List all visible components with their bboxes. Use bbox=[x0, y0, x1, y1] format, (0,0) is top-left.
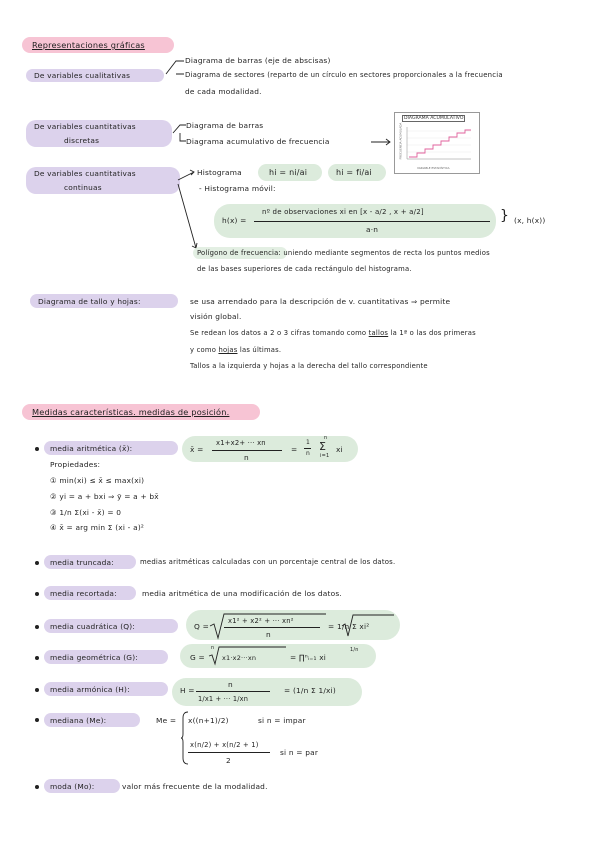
tallo-label: Diagrama de tallo y hojas: bbox=[38, 297, 141, 306]
formula-hi-fi: hi = fi/ai bbox=[336, 168, 372, 177]
discretas-item1: Diagrama de barras bbox=[186, 121, 264, 130]
sum-bottom: i=1 bbox=[320, 453, 330, 459]
thumb-title: DIAGRAMA ACUMULATIVO bbox=[404, 116, 464, 121]
thumb-xlabel: VARIABLE ESTADÍSTICA bbox=[417, 166, 450, 170]
sum-top: n bbox=[324, 435, 328, 441]
media-label: media aritmética (x̄): bbox=[50, 444, 133, 453]
prop-4: ④ x̄ = arg min Σ (xi - a)² bbox=[50, 523, 145, 532]
geometrica-lhs: G = bbox=[190, 653, 205, 662]
discretas-label2: discretas bbox=[64, 136, 100, 145]
cuadratica-rhs: = 1/n Σ xi² bbox=[328, 622, 370, 631]
mediana-case1: x((n+1)/2) bbox=[188, 716, 229, 725]
props-title: Propiedades: bbox=[50, 460, 101, 469]
geometrica-radicand: x1·x2···xn bbox=[222, 654, 257, 662]
tallo-line3b: la 1ª o las dos primeras bbox=[390, 329, 476, 337]
truncada-text: medias aritméticas calculadas con un porcentaje central de los datos. bbox=[140, 558, 396, 566]
cumulative-diagram-thumbnail bbox=[394, 112, 480, 174]
recortada-text: media aritmética de una modificación de los datos. bbox=[142, 589, 342, 598]
section2-title: Medidas características. medidas de posición. bbox=[32, 407, 230, 417]
mediana-lhs: Me = bbox=[156, 716, 177, 725]
thumb-ylabel: FRECUENCIA ACUMULADA bbox=[398, 122, 403, 160]
bullet-moda bbox=[35, 785, 39, 789]
cuadratica-num: x1² + x2² + ··· xn² bbox=[228, 617, 294, 625]
geometrica-exponent: 1/n bbox=[350, 647, 359, 653]
cualitativas-item1: Diagrama de barras (eje de abscisas) bbox=[185, 56, 331, 65]
media-xi: xi bbox=[336, 445, 343, 454]
armonica-lhs: H = bbox=[180, 686, 195, 695]
discretas-label1: De variables cuantitativas bbox=[34, 122, 136, 131]
media-one: 1 bbox=[306, 439, 311, 446]
bullet-truncada bbox=[35, 561, 39, 565]
media-fraction-line bbox=[212, 450, 282, 451]
cuadratica-fraction-line bbox=[224, 627, 320, 628]
media-num: x1+x2+ ··· xn bbox=[216, 439, 266, 447]
media-eq: = bbox=[291, 445, 298, 454]
truncada-label: media truncada: bbox=[50, 558, 114, 567]
bullet-media bbox=[35, 447, 39, 451]
poligono-line2: de las bases superiores de cada rectángulo del histograma. bbox=[197, 265, 412, 273]
armonica-rhs: = (1/n Σ 1/xi) bbox=[284, 686, 336, 695]
tallo-line4a: y como bbox=[190, 346, 217, 354]
discretas-item2: Diagrama acumulativo de frecuencia bbox=[186, 137, 330, 146]
tallo-line4b: las últimas. bbox=[239, 346, 282, 354]
hx-fraction-line bbox=[254, 221, 490, 222]
hojas-word: hojas bbox=[218, 346, 238, 354]
armonica-label: media armónica (H): bbox=[50, 685, 130, 694]
recortada-label: media recortada: bbox=[50, 589, 117, 598]
continuas-arrows bbox=[176, 164, 206, 254]
mediana-case2-num: x(n/2) + x(n/2 + 1) bbox=[190, 741, 259, 749]
brace-icon: } bbox=[500, 208, 510, 224]
cualitativas-label: De variables cualitativas bbox=[34, 71, 131, 80]
hx-numerator: nº de observaciones xi en [x - a/2 , x + a/2] bbox=[262, 208, 424, 216]
tallo-line5: Tallos a la izquierda y hojas a la derecha del tallo correspondiente bbox=[190, 362, 428, 370]
hx-denominator: a·n bbox=[366, 225, 379, 234]
mediana-label: mediana (Me): bbox=[50, 716, 107, 725]
hx-rhs: (x, h(x)) bbox=[514, 216, 546, 225]
tallo-line3 bbox=[190, 329, 476, 337]
cuadratica-den: n bbox=[266, 630, 271, 639]
tallo-line3a: Se redean los datos a 2 o 3 cifras tomando como bbox=[190, 329, 367, 337]
media-den: n bbox=[244, 453, 249, 462]
cualitativas-item2a: Diagrama de sectores (reparto de un círculo en sectores proporcionales a la frecuencia bbox=[185, 71, 503, 79]
thumb-step-chart bbox=[407, 125, 475, 163]
sigma-icon: Σ bbox=[319, 440, 327, 453]
section1-title: Representaciones gráficas bbox=[32, 40, 145, 50]
mediana-case2-den: 2 bbox=[226, 756, 231, 765]
histograma-label: Histograma bbox=[197, 168, 242, 177]
mediana-fraction-line bbox=[188, 752, 270, 753]
geometrica-rhs: = ∏ⁿᵢ₌₁ xi bbox=[290, 653, 327, 662]
armonica-fraction-line bbox=[196, 691, 270, 692]
continuas-label2: continuas bbox=[64, 183, 102, 192]
armonica-num: n bbox=[228, 680, 233, 689]
mediana-cond1: si n = impar bbox=[258, 716, 306, 725]
bullet-armonica bbox=[35, 688, 39, 692]
bullet-recortada bbox=[35, 592, 39, 596]
bullet-cuadratica bbox=[35, 625, 39, 629]
continuas-label1: De variables cuantitativas bbox=[34, 169, 136, 178]
mediana-cond2: si n = par bbox=[280, 748, 319, 757]
cualitativas-item2b: de cada modalidad. bbox=[185, 87, 262, 96]
media-small-fraction-line bbox=[304, 448, 311, 449]
prop-1: ① min(xi) ≤ x̄ ≤ max(xi) bbox=[50, 476, 145, 485]
arrow-right-icon bbox=[370, 138, 394, 146]
bullet-mediana bbox=[35, 718, 39, 722]
bullet-geometrica bbox=[35, 656, 39, 660]
media-formula-highlight bbox=[182, 436, 358, 462]
media-n: n bbox=[306, 450, 311, 457]
tallo-line4 bbox=[190, 346, 281, 354]
geometrica-label: media geométrica (G): bbox=[50, 653, 138, 662]
prop-3: ③ 1/n Σ(xi - x̄) = 0 bbox=[50, 508, 122, 517]
media-lhs: x̄ = bbox=[190, 445, 204, 454]
prop-2: ② yi = a + bxi ⇒ ȳ = a + bx̄ bbox=[50, 492, 159, 501]
moda-label: moda (Mo): bbox=[50, 782, 95, 791]
histograma-movil-label: - Histograma móvil: bbox=[199, 184, 276, 193]
hx-lhs: h(x) = bbox=[222, 216, 247, 225]
cuadratica-lhs: Q = bbox=[194, 622, 209, 631]
moda-text: valor más frecuente de la modalidad. bbox=[122, 782, 268, 791]
armonica-den: 1/x1 + ··· 1/xn bbox=[198, 695, 249, 703]
geometrica-index: n bbox=[211, 645, 215, 651]
cuadratica-label: media cuadrática (Q): bbox=[50, 622, 136, 631]
tallos-word: tallos bbox=[368, 329, 389, 337]
tallo-line1: se usa arrendado para la descripción de v. cuantitativas ⇒ permite bbox=[190, 297, 451, 306]
poligono-line1: Polígono de frecuencia: uniendo mediante segmentos de recta los puntos medios bbox=[197, 249, 490, 257]
formula-hi-ni: hi = ni/ai bbox=[269, 168, 308, 177]
tallo-line2: visión global. bbox=[190, 312, 242, 321]
